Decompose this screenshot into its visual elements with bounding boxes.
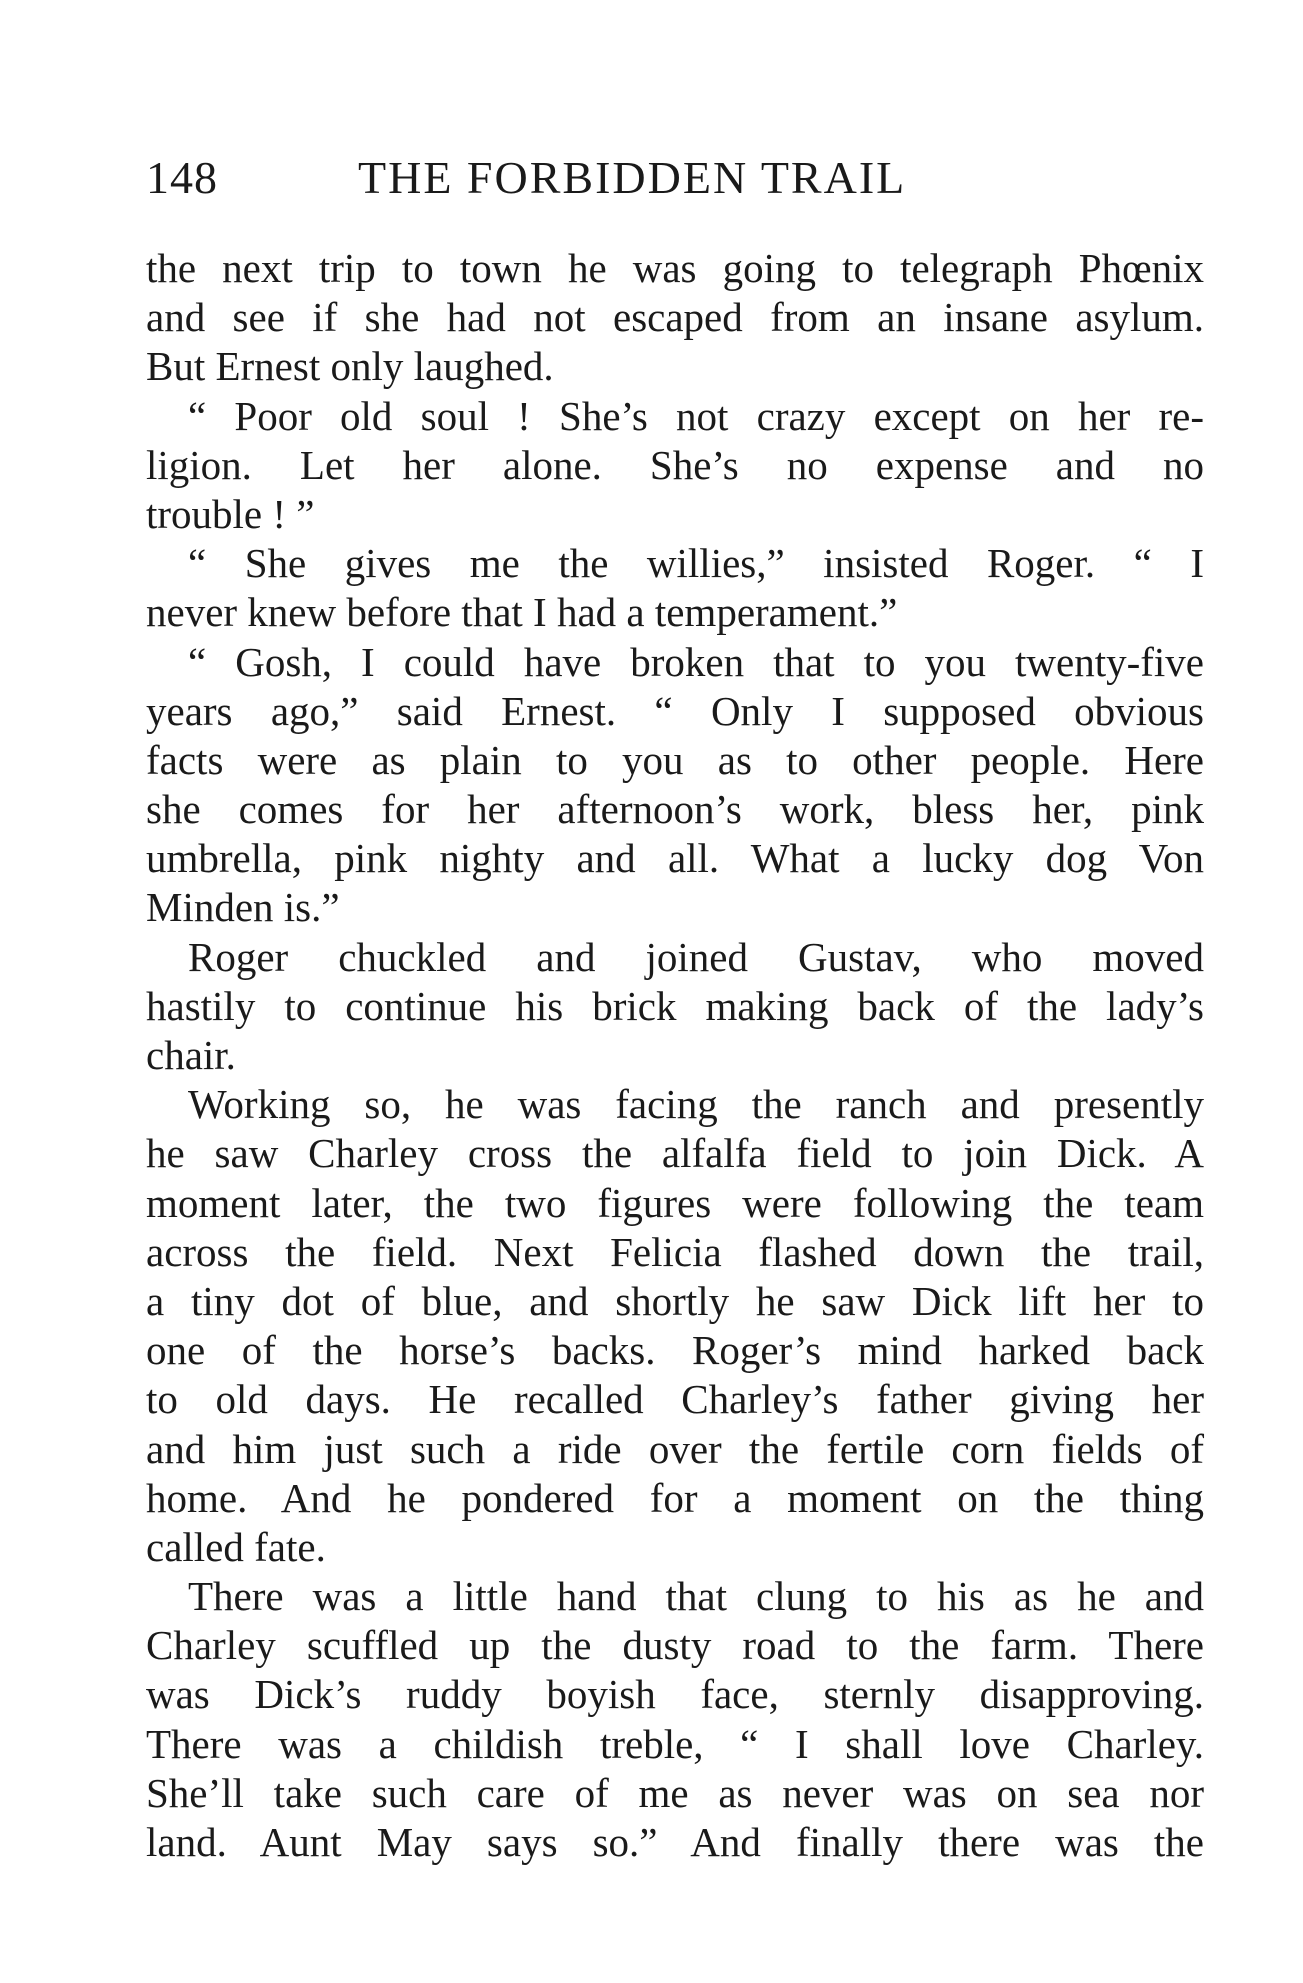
text-line: But Ernest only laughed. <box>146 343 554 390</box>
text-line: “ Gosh, I could have broken that to you twenty-five <box>188 638 1204 685</box>
text-line: umbrella, pink nighty and all. What a lucky dog Von <box>146 835 1204 882</box>
text-line: moment later, the two figures were following the team <box>146 1179 1204 1226</box>
text-line: There was a childish treble, “ I shall love Charley. <box>146 1720 1204 1767</box>
text-line: facts were as plain to you as to other people. Here <box>146 736 1204 783</box>
text-line: never knew before that I had a temperament.” <box>146 589 898 636</box>
text-line: was Dick’s ruddy boyish face, sternly disapproving. <box>146 1671 1204 1718</box>
text-line: Working so, he was facing the ranch and presently <box>188 1081 1204 1128</box>
text-line: chair. <box>146 1032 236 1078</box>
text-line: ligion. Let her alone. She’s no expense and no <box>146 441 1204 488</box>
text-line: Charley scuffled up the dusty road to the farm. There <box>146 1622 1204 1669</box>
body-text <box>146 244 1204 1867</box>
text-line: and him just such a ride over the fertile corn fields of <box>146 1425 1204 1472</box>
text-line: across the field. Next Felicia flashed down the trail, <box>146 1228 1204 1275</box>
text-line: She’ll take such care of me as never was on sea nor <box>146 1769 1204 1816</box>
text-line: Minden is.” <box>146 884 340 931</box>
text-line: hastily to continue his brick making back of the lady’s <box>146 982 1204 1029</box>
text-line: to old days. He recalled Charley’s father giving her <box>146 1376 1204 1423</box>
text-line: land. Aunt May says so.” And finally there was the <box>146 1819 1204 1865</box>
text-line: called fate. <box>146 1523 326 1570</box>
text-line: he saw Charley cross the alfalfa field to join Dick. A <box>146 1130 1204 1177</box>
text-line: and see if she had not escaped from an insane asylum. <box>146 294 1204 341</box>
text-line: one of the horse’s backs. Roger’s mind harked back <box>146 1327 1204 1374</box>
text-line: she comes for her afternoon’s work, bless her, pink <box>146 786 1204 833</box>
running-head <box>146 148 1196 208</box>
text-line: Roger chuckled and joined Gustav, who moved <box>188 933 1204 980</box>
page-number: 148 <box>146 152 218 203</box>
book-title: THE FORBIDDEN TRAIL <box>358 152 907 203</box>
text-line: a tiny dot of blue, and shortly he saw Dick lift her to <box>146 1277 1204 1324</box>
text-line: “ Poor old soul ! She’s not crazy except on her re- <box>188 392 1204 439</box>
text-line: trouble ! ” <box>146 490 315 537</box>
text-line: the next trip to town he was going to telegraph Phœnix <box>146 245 1204 291</box>
text-line: “ She gives me the willies,” insisted Roger. “ I <box>188 540 1204 587</box>
text-line: home. And he pondered for a moment on the thing <box>146 1474 1204 1521</box>
text-line: years ago,” said Ernest. “ Only I supposed obvious <box>146 687 1204 734</box>
text-line: There was a little hand that clung to his as he and <box>188 1573 1204 1620</box>
